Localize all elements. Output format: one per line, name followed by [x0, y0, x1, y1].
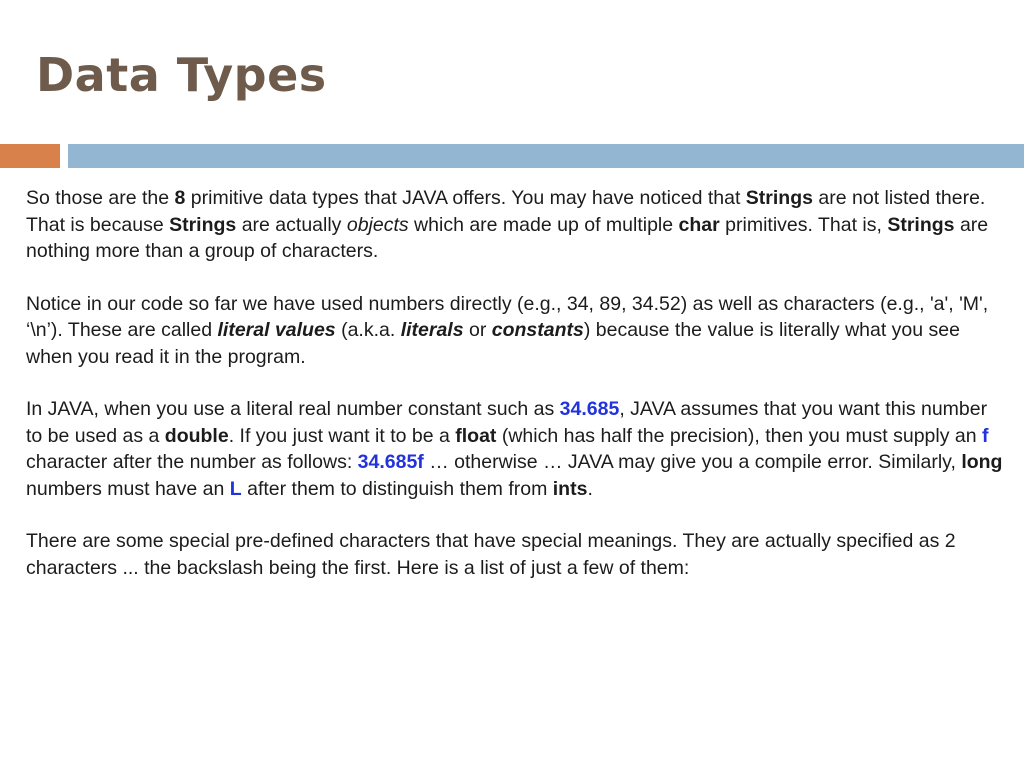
bold-term: Strings — [745, 187, 813, 209]
text-run: (which has half the precision), then you must supply an — [496, 424, 983, 447]
text-run: (a.k.a. — [335, 319, 401, 341]
code-literal: L — [229, 477, 242, 500]
text-run: or — [463, 319, 492, 341]
text-run: There are some special pre-defined characters that have special meanings. They are actually specified as 2 characters ... the backslash being the first. Here is a list of just a few of them: — [26, 530, 956, 579]
bold-italic-term: literals — [400, 319, 464, 341]
accent-bar-blue — [68, 144, 1024, 168]
bold-italic-term: literal values — [217, 319, 336, 341]
code-literal: 34.685f — [357, 451, 424, 473]
text-run: character after the number as follows: — [26, 451, 358, 473]
italic-term: objects — [346, 213, 409, 236]
text-run: primitive data types that JAVA offers. You may have noticed that — [185, 187, 746, 209]
text-run: , JAVA assumes that you want this number to be used as a — [26, 398, 988, 447]
text-run: . If you just want it to be a — [228, 424, 456, 447]
text-run: numbers must have an — [26, 477, 230, 500]
paragraph-strings — [26, 185, 1006, 265]
text-run: ) because the value is literally what you see when you read it in the program. — [26, 319, 960, 368]
bold-term: ints — [552, 477, 588, 500]
text-run: primitives. That is, — [719, 213, 888, 236]
text-run: . — [587, 477, 593, 500]
bold-term: Strings — [169, 213, 237, 236]
code-literal: 34.685 — [559, 398, 620, 420]
text-run: are not listed there. That is because — [26, 187, 986, 236]
text-run: which are made up of multiple — [408, 213, 679, 236]
text-run: Notice in our code so far we have used numbers directly (e.g., 34, 89, 34.52) as well as characters (e.g., 'a', 'M', ‘\n’). These are called — [26, 292, 989, 341]
text-run: after them to distinguish them from — [241, 477, 553, 500]
bold-term: 8 — [174, 187, 186, 209]
bold-term: char — [678, 213, 720, 236]
slide-body — [26, 185, 1006, 607]
accent-bar-orange — [0, 144, 60, 168]
text-run: So those are the — [26, 187, 175, 209]
slide-title: Data Types — [36, 48, 327, 102]
text-run: are nothing more than a group of characters. — [26, 213, 989, 262]
text-run: are actually — [236, 213, 347, 236]
code-literal: f — [982, 424, 989, 447]
paragraph-double-float — [26, 396, 1006, 502]
bold-italic-term: constants — [491, 319, 584, 341]
bold-term: float — [455, 424, 497, 447]
paragraph-special-chars — [26, 528, 1006, 581]
text-run: In JAVA, when you use a literal real number constant such as — [26, 398, 560, 420]
bold-term: Strings — [887, 213, 955, 236]
bold-term: long — [961, 451, 1003, 473]
text-run: … otherwise … JAVA may give you a compile error. Similarly, — [423, 451, 962, 473]
bold-term: double — [164, 424, 229, 447]
paragraph-literals — [26, 291, 1006, 371]
